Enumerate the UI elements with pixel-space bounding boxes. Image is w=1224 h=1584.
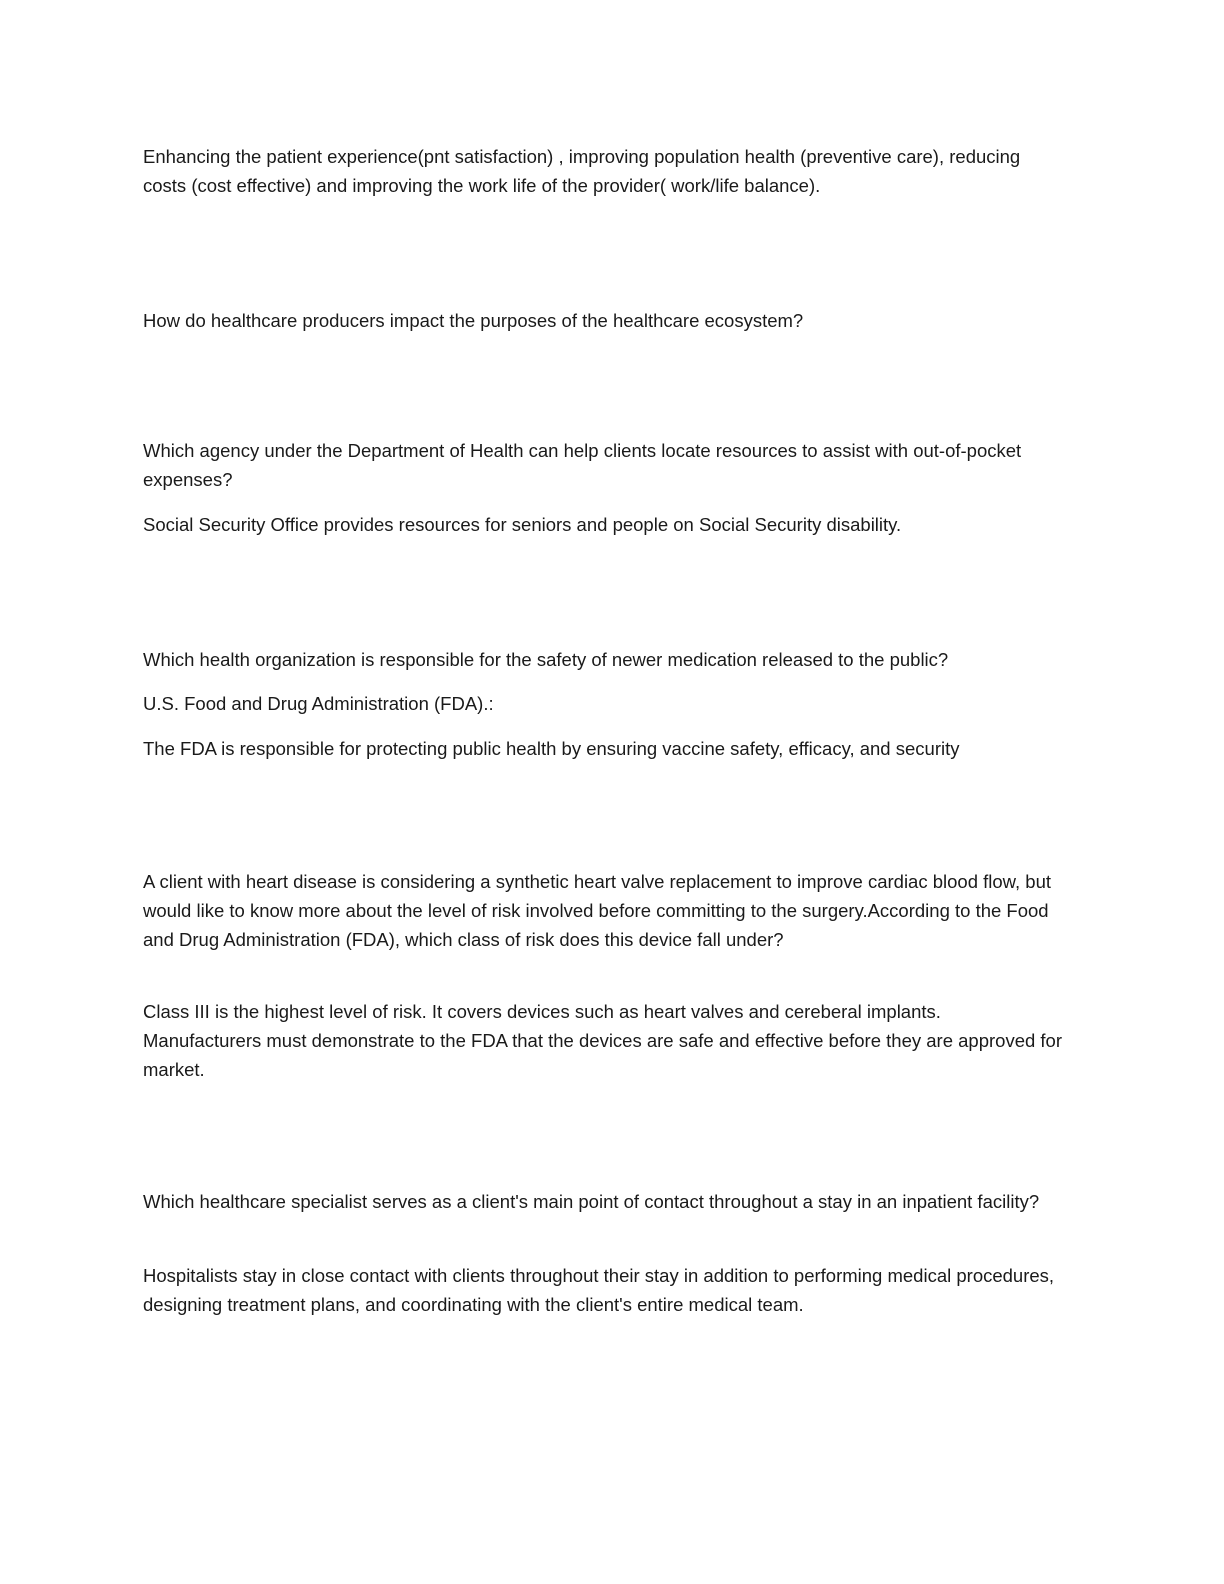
answer-hospitalists: Hospitalists stay in close contact with clients throughout their stay in addition to performing medical procedures, designing treatment plans, and coordinating with the client's entire medical team. [143,1265,1055,1315]
answer-fda: U.S. Food and Drug Administration (FDA).: [143,693,494,714]
question-inpatient-specialist: Which healthcare specialist serves as a client's main point of contact throughout a stay in an inpatient facility? [143,1191,1040,1212]
question-healthcare-producers: How do healthcare producers impact the purposes of the healthcare ecosystem? [143,310,804,331]
question-medication-safety: Which health organization is responsible for the safety of newer medication released to the public? [143,649,949,670]
question-agency-out-of-pocket: Which agency under the Department of Health can help clients locate resources to assist with out-of-pocket expenses? [143,440,1022,490]
answer-social-security-office: Social Security Office provides resources for seniors and people on Social Security disability. [143,514,902,535]
explanation-fda: The FDA is responsible for protecting public health by ensuring vaccine safety, efficacy, and security [143,738,960,759]
paragraph-healthcare-goals: Enhancing the patient experience(pnt satisfaction) , improving population health (preventive care), reducing costs (cost effective) and improving the work life of the provider( work/life balance). [143,146,1021,196]
answer-class-iii: Class III is the highest level of risk. It covers devices such as heart valves and cereberal implants. Manufacturers must demonstrate to the FDA that the devices are safe and effective before they are approved for market. [143,1001,1063,1080]
question-heart-valve-risk-class: A client with heart disease is considering a synthetic heart valve replacement to improve cardiac blood flow, but would like to know more about the level of risk involved before committing to the surgery.According to the Food and Drug Administration (FDA), which class of risk does this device fall under? [143,871,1052,950]
